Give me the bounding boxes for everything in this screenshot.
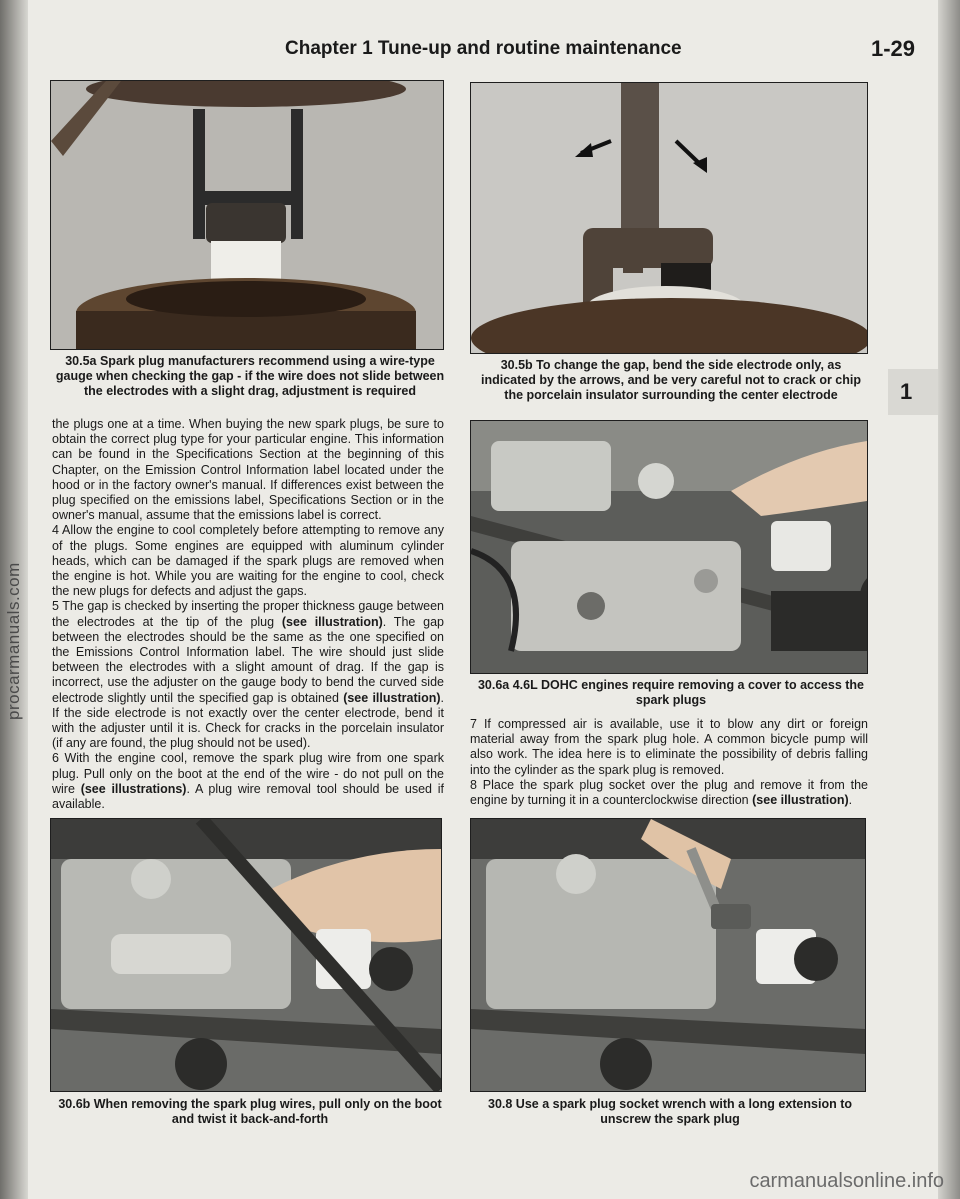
paragraph-6-text: 6 With the engine cool, remove the spark plug wire from one spark plug. Pull only on the boot at the end of the wire - do not pull on the wire xyxy=(52,751,444,796)
illustration-reference: (see illustration) xyxy=(281,614,383,629)
footer-watermark: carmanualsonline.info xyxy=(749,1170,944,1192)
left-body-text xyxy=(52,417,444,812)
photo-30-5b-image xyxy=(471,83,867,353)
paragraph-5-text-cont: . The gap between the electrodes should be the same as the one specified on the Emissions Control Information label. The wire should just slide between the electrodes with a slight amount of drag. If the gap is incorrect, use the adjuster on the gauge body to bend the curved side electrode slightly until the specified gap is obtained xyxy=(52,614,445,705)
photo-30-5a-image xyxy=(51,81,443,349)
caption-30-6b: 30.6b When removing the spark plug wires, pull only on the boot and twist it back-and-forth xyxy=(58,1097,442,1126)
photo-30-8-image xyxy=(471,819,865,1091)
photo-30-6a-image xyxy=(471,421,867,673)
page-edge-shadow xyxy=(938,0,960,1199)
photo-30-6b-image xyxy=(51,819,441,1091)
side-watermark: procarmanuals.com xyxy=(4,562,23,720)
caption-30-5b: 30.5b To change the gap, bend the side electrode only, as indicated by the arrows, and be very careful not to crack or chip the porcelain insulator surrounding the center electrode xyxy=(481,358,861,402)
paragraph-4: 4 Allow the engine to cool completely before attempting to remove any of the plugs. Some engines are equipped with aluminum cylinder heads, which can be damaged if the spark plugs are removed when the engine is hot. While you are waiting for the engine to cool, check the new plugs for defects and adjust the gaps. xyxy=(52,523,444,599)
photo-30-8 xyxy=(470,818,866,1092)
right-body-text xyxy=(470,717,868,808)
page-number: 1-29 xyxy=(870,36,915,61)
paragraph-6 xyxy=(52,751,444,812)
photo-30-5a xyxy=(50,80,444,350)
paragraph-5-text: 5 The gap is checked by inserting the proper thickness gauge between the electrodes at the tip of the plug xyxy=(52,599,444,629)
paragraph-3-continued: the plugs one at a time. When buying the new spark plugs, be sure to obtain the correct plug type for your particular engine. This information can be found in the Specifications Section at the beginning of this Chapter, on the Emission Control Information label located under the hood or in the factory owner's manual. If differences exist between the plug specified on the emissions label, Specifications Section or in the owner's manual, assume that the emissions label is correct. xyxy=(52,417,444,523)
paragraph-7: 7 If compressed air is available, use it to blow any dirt or foreign material away from the spark plug hole. A common bicycle pump will also work. The idea here is to eliminate the possibility of debris falling into the cylinder as the spark plug is removed. xyxy=(470,717,868,777)
paragraph-5-text-end: . If the side electrode is not exactly over the center electrode, bend it with the adjuster until it is. Check for cracks in the porcelain insulator (if any are found, the plug should not be used). xyxy=(52,690,445,751)
paragraph-6-text-end: . A plug wire removal tool should be used if available. xyxy=(52,781,444,812)
chapter-tab xyxy=(888,369,938,415)
chapter-title: Chapter 1 Tune-up and routine maintenance xyxy=(285,38,682,59)
paragraph-8-text: 8 Place the spark plug socket over the plug and remove it from the engine by turning it in a counterclockwise direction xyxy=(470,777,868,808)
paragraph-8 xyxy=(470,778,868,808)
photo-30-5b xyxy=(470,82,868,354)
page-header xyxy=(285,38,915,68)
chapter-tab-label: 1 xyxy=(900,379,913,404)
paragraph-8-text-end: . xyxy=(848,793,853,808)
illustration-reference: (see illustration) xyxy=(752,793,849,808)
photo-30-6a xyxy=(470,420,868,674)
paragraph-5 xyxy=(52,599,444,751)
photo-30-6b xyxy=(50,818,442,1092)
caption-30-5a: 30.5a Spark plug manufacturers recommend using a wire-type gauge when checking the gap - if the wire does not slide between the electrodes with a slight drag, adjustment is required xyxy=(55,354,445,398)
illustration-reference: (see illustrations) xyxy=(80,781,187,796)
caption-30-8: 30.8 Use a spark plug socket wrench with a long extension to unscrew the spark plug xyxy=(488,1097,852,1126)
illustration-reference: (see illustration) xyxy=(343,690,441,705)
caption-30-6a: 30.6a 4.6L DOHC engines require removing a cover to access the spark plugs xyxy=(477,678,865,707)
